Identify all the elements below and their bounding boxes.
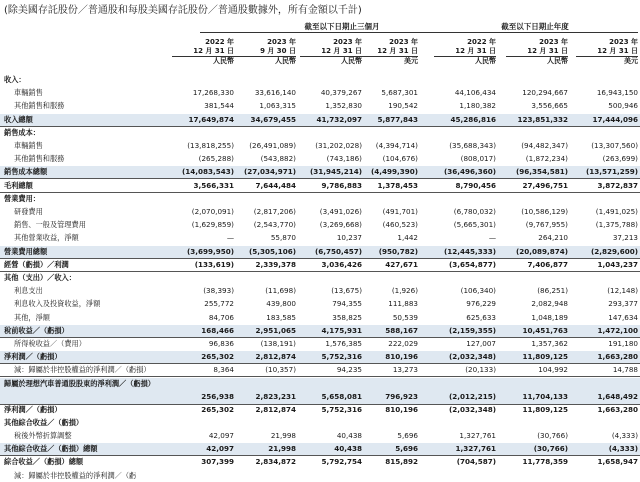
row-label: 減：歸屬於非控股權益的淨利潤／（虧 — [14, 470, 137, 480]
row-value: 41,732,097 — [316, 114, 362, 124]
row-value: 307,399 — [201, 457, 234, 467]
row-value: 358,825 — [332, 312, 362, 322]
row-value: 7,406,877 — [527, 259, 568, 269]
row-value: 84,706 — [208, 312, 234, 322]
column-header — [300, 38, 362, 66]
row-value: 10,451,763 — [522, 325, 568, 335]
row-value: 439,800 — [266, 299, 296, 309]
row-value: (14,083,543) — [181, 167, 234, 177]
row-value: (10,586,129) — [521, 207, 568, 216]
table-row — [0, 259, 640, 272]
row-value: 1,442 — [397, 233, 418, 243]
row-value: 120,294,667 — [522, 88, 568, 98]
row-value: 2,834,872 — [255, 457, 296, 467]
row-value: 127,007 — [466, 339, 496, 348]
row-value: 5,752,316 — [321, 352, 362, 362]
row-value: (6,780,032) — [453, 207, 496, 216]
row-value: (2,070,091) — [191, 207, 234, 216]
row-value: 796,923 — [385, 391, 418, 401]
row-value: (265,288) — [198, 154, 234, 164]
column-header-date: 2023 年 — [389, 38, 418, 46]
column-header-currency: 人民幣 — [234, 56, 296, 66]
row-value: (2,829,600) — [590, 246, 638, 256]
row-label: 其他銷售和服務 — [14, 101, 65, 111]
row-label: 其他銷售和服務 — [14, 154, 65, 164]
row-value: 190,542 — [388, 101, 418, 111]
row-value: 183,585 — [266, 312, 296, 322]
row-value: (38,393) — [203, 286, 234, 296]
column-header-date2: 12 月 31 日 — [455, 46, 496, 55]
row-value: 55,870 — [270, 233, 296, 243]
row-value: 13,273 — [392, 365, 418, 375]
table-row — [0, 219, 640, 231]
column-header-currency: 美元 — [576, 56, 638, 66]
row-value: (1,375,788) — [595, 220, 638, 230]
row-value: 147,634 — [608, 312, 638, 322]
row-label: 利息收入及投資收益，淨額 — [14, 299, 101, 309]
row-value: 37,213 — [612, 233, 638, 243]
column-header-currency: 人民幣 — [172, 56, 234, 66]
table-row — [0, 166, 640, 179]
row-value: 34,679,455 — [250, 114, 296, 124]
table-caption: (除美國存託股份／普通股和每股美國存託股份／普通股數據外，所有金額以千計) — [4, 5, 362, 16]
row-value: 11,809,125 — [522, 404, 568, 414]
row-label: 收入總額 — [4, 114, 33, 124]
row-value: 588,167 — [385, 325, 418, 335]
row-value: 5,687,301 — [381, 88, 418, 98]
row-value: (138,191) — [260, 339, 296, 348]
row-value: 1,357,362 — [531, 339, 568, 348]
row-value: (4,333) — [608, 444, 638, 454]
row-label: 銷售成本： — [4, 127, 40, 137]
row-value: 1,327,761 — [459, 431, 496, 440]
row-value: (3,654,877) — [448, 259, 496, 269]
column-header-currency: 美元 — [356, 56, 418, 66]
row-value: (27,034,971) — [243, 167, 296, 177]
row-value: (13,307,560) — [591, 141, 638, 150]
row-value: 44,106,434 — [454, 88, 496, 98]
row-value: 8,790,456 — [455, 180, 496, 190]
table-row — [0, 100, 640, 112]
row-value: (1,872,234) — [525, 154, 568, 164]
row-value: (3,699,950) — [186, 246, 234, 256]
row-value: 3,556,665 — [531, 101, 568, 111]
row-value: 1,043,237 — [597, 259, 638, 269]
row-value: (460,523) — [382, 220, 418, 230]
row-value: 293,377 — [608, 299, 638, 309]
table-row — [0, 298, 640, 310]
table-row — [0, 193, 640, 205]
table-row — [0, 404, 640, 416]
row-value: (10,357) — [265, 365, 296, 375]
row-value: 1,378,453 — [377, 180, 418, 190]
row-value: (94,482,347) — [521, 141, 568, 150]
row-label: 研發費用 — [14, 207, 43, 216]
row-value: (2,817,206) — [253, 207, 296, 216]
row-value: (20,133) — [465, 365, 496, 375]
row-value: 1,472,100 — [597, 325, 638, 335]
row-value: 1,063,315 — [259, 101, 296, 111]
column-header-date2: 9 月 30 日 — [260, 46, 296, 55]
row-value: (6,750,457) — [314, 246, 362, 256]
row-value: 17,444,096 — [592, 114, 638, 124]
row-value: (31,202,028) — [315, 141, 362, 150]
row-value: 5,696 — [395, 444, 418, 454]
row-value: 264,210 — [538, 233, 568, 243]
row-label: 毛利總額 — [4, 180, 33, 190]
row-value: 123,851,332 — [517, 114, 568, 124]
row-value: (2,543,770) — [253, 220, 296, 230]
table-row — [0, 272, 640, 284]
row-value: 40,379,267 — [320, 88, 362, 98]
row-value: (4,394,714) — [375, 141, 418, 150]
row-value: 42,097 — [206, 444, 234, 454]
row-value: 40,438 — [334, 444, 362, 454]
row-value: (2,032,348) — [448, 352, 496, 362]
column-header-date2: 12 月 31 日 — [377, 46, 418, 55]
column-header-currency: 人民幣 — [506, 56, 568, 66]
table-row — [0, 456, 640, 468]
row-value: — — [488, 233, 496, 243]
row-value: (35,688,343) — [449, 141, 496, 150]
row-value: 1,663,280 — [597, 352, 638, 362]
row-value: 2,812,874 — [255, 404, 296, 414]
table-row — [0, 153, 640, 165]
row-value: 265,302 — [201, 404, 234, 414]
row-value: 625,633 — [466, 312, 496, 322]
column-header-currency: 人民幣 — [300, 56, 362, 66]
row-value: 1,327,761 — [455, 444, 496, 454]
column-header-date: 2022 年 — [205, 38, 234, 46]
row-value: 3,566,331 — [193, 180, 234, 190]
row-value: 191,180 — [608, 339, 638, 348]
row-value: 381,544 — [204, 101, 234, 111]
row-value: 810,196 — [385, 352, 418, 362]
row-value: 2,951,065 — [255, 325, 296, 335]
column-header-date: 2022 年 — [467, 38, 496, 46]
row-value: (2,032,348) — [448, 404, 496, 414]
table-row — [0, 470, 640, 482]
row-value: (263,699) — [602, 154, 638, 164]
group-header-three-months: 截至以下日期止三個月 — [200, 21, 484, 33]
row-value: (13,571,259) — [585, 167, 638, 177]
group-header-year: 截至以下日期止年度 — [432, 21, 638, 33]
column-header-currency: 人民幣 — [434, 56, 496, 66]
table-row — [0, 364, 640, 377]
row-value: 265,302 — [201, 352, 234, 362]
row-value: 2,339,378 — [255, 259, 296, 269]
row-value: (5,305,106) — [248, 246, 296, 256]
row-value: 17,649,874 — [188, 114, 234, 124]
row-value: (743,186) — [326, 154, 362, 164]
column-header-date2: 12 月 31 日 — [321, 46, 362, 55]
row-value: (3,491,026) — [319, 207, 362, 216]
row-value: 104,992 — [538, 365, 568, 375]
row-value: 1,663,280 — [597, 404, 638, 414]
row-value: 8,364 — [213, 365, 234, 375]
column-header-date2: 12 月 31 日 — [527, 46, 568, 55]
row-value: 500,946 — [608, 101, 638, 111]
row-value: 9,786,883 — [321, 180, 362, 190]
row-label: 其他綜合收益／（虧損）總額 — [4, 444, 98, 454]
row-value: 3,872,837 — [597, 180, 638, 190]
row-value: 1,648,492 — [597, 391, 638, 401]
row-value: (1,926) — [391, 286, 418, 296]
row-label: 稅前收益／（虧損） — [4, 325, 69, 335]
column-header — [434, 38, 496, 66]
table-row — [0, 127, 640, 139]
row-label: 收入： — [4, 75, 26, 84]
table-row — [0, 351, 640, 364]
row-value: 40,438 — [336, 431, 362, 440]
row-label: 稅後外幣折算調整 — [14, 431, 72, 440]
row-label: 營業費用： — [4, 193, 40, 203]
row-value: (133,619) — [194, 259, 234, 269]
row-value: 2,812,874 — [255, 352, 296, 362]
column-header-date: 2023 年 — [539, 38, 568, 46]
row-value: (704,587) — [456, 457, 496, 467]
row-label: 其他，淨額 — [14, 312, 50, 322]
row-value: 11,704,133 — [522, 391, 568, 401]
row-value: 1,658,947 — [597, 457, 638, 467]
table-row — [0, 443, 640, 456]
row-label: 銷售、一般及管理費用 — [14, 220, 86, 230]
row-value: (30,766) — [533, 444, 568, 454]
row-value: (104,676) — [382, 154, 418, 164]
row-label: 減：歸屬於非控股權益的淨利潤／（虧損） — [14, 365, 151, 375]
row-value: 255,772 — [204, 299, 234, 309]
row-value: 1,352,830 — [325, 101, 362, 111]
table-row — [0, 338, 640, 350]
row-value: 5,696 — [397, 431, 418, 440]
row-value: 14,788 — [612, 365, 638, 375]
row-value: 1,576,385 — [325, 339, 362, 348]
row-value: (491,701) — [382, 207, 418, 216]
row-value: (31,945,214) — [309, 167, 362, 177]
row-label: 營業費用總額 — [4, 246, 48, 256]
row-value: 1,180,382 — [459, 101, 496, 111]
row-value: (13,675) — [331, 286, 362, 296]
row-label: 歸屬於理想汽車普通股股東的淨利潤／（虧損） — [4, 378, 155, 388]
row-label: 銷售成本總額 — [4, 167, 48, 177]
row-label: 利息支出 — [14, 286, 43, 296]
table-row — [0, 114, 640, 127]
row-value: 5,877,843 — [377, 114, 418, 124]
column-header-date2: 12 月 31 日 — [597, 46, 638, 55]
row-value: 256,938 — [201, 391, 234, 401]
column-header — [172, 38, 234, 66]
row-value: 5,792,754 — [321, 457, 362, 467]
row-value: (543,882) — [260, 154, 296, 164]
table-row — [0, 285, 640, 297]
row-value: 815,892 — [385, 457, 418, 467]
row-value: 10,237 — [336, 233, 362, 243]
row-value: (86,251) — [537, 286, 568, 296]
row-label: 車輛銷售 — [14, 88, 43, 98]
table-row — [0, 206, 640, 218]
table-row — [0, 325, 640, 338]
table-row — [0, 417, 640, 429]
row-value: 2,082,948 — [531, 299, 568, 309]
row-label: 經營（虧損）／利潤 — [4, 259, 69, 269]
column-header — [576, 38, 638, 66]
row-value: (2,159,355) — [448, 325, 496, 335]
row-value: (20,089,874) — [515, 246, 568, 256]
row-label: 其他營業收益，淨額 — [14, 233, 79, 243]
column-header-date: 2023 年 — [333, 38, 362, 46]
row-value: 4,175,931 — [321, 325, 362, 335]
row-value: (1,491,025) — [595, 207, 638, 216]
table-row — [0, 430, 640, 442]
row-value: 794,355 — [332, 299, 362, 309]
row-value: (36,496,360) — [443, 167, 496, 177]
row-label: 車輛銷售 — [14, 141, 43, 150]
row-value: 427,671 — [385, 259, 418, 269]
row-value: 5,752,316 — [321, 404, 362, 414]
row-value: 11,809,125 — [522, 352, 568, 362]
row-value: 976,229 — [466, 299, 496, 309]
column-header-date2: 12 月 31 日 — [193, 46, 234, 55]
row-value: 11,778,359 — [522, 457, 568, 467]
table-row — [0, 232, 640, 244]
row-value: 42,097 — [208, 431, 234, 440]
row-value: (106,340) — [460, 286, 496, 296]
row-value: (26,491,089) — [249, 141, 296, 150]
table-row — [0, 378, 640, 405]
row-value: 21,998 — [268, 444, 296, 454]
column-header — [234, 38, 296, 66]
row-value: (808,017) — [460, 154, 496, 164]
row-value: 45,286,816 — [450, 114, 496, 124]
row-value: 50,539 — [392, 312, 418, 322]
table-row — [0, 180, 640, 193]
row-value: (12,148) — [607, 286, 638, 296]
row-value: (3,269,668) — [319, 220, 362, 230]
row-value: (1,629,859) — [191, 220, 234, 230]
row-value: (9,767,955) — [525, 220, 568, 230]
row-value: 21,998 — [270, 431, 296, 440]
row-value: 222,029 — [388, 339, 418, 348]
column-header-date: 2023 年 — [609, 38, 638, 46]
row-value: 810,196 — [385, 404, 418, 414]
row-value: 17,268,330 — [192, 88, 234, 98]
row-value: (12,445,333) — [443, 246, 496, 256]
row-label: 其他（支出）／收入： — [4, 273, 76, 282]
row-value: 33,616,140 — [254, 88, 296, 98]
row-value: (11,698) — [265, 286, 296, 296]
row-value: (2,012,215) — [448, 391, 496, 401]
row-value: — — [226, 233, 234, 243]
row-value: (13,818,255) — [187, 141, 234, 150]
row-value: 16,943,150 — [596, 88, 638, 98]
row-value: 2,823,231 — [255, 391, 296, 401]
row-label: 綜合收益／（虧損）總額 — [4, 457, 84, 467]
row-value: (5,665,301) — [453, 220, 496, 230]
table-row — [0, 140, 640, 152]
table-row — [0, 312, 640, 324]
row-value: 111,883 — [388, 299, 418, 309]
row-value: 96,836 — [208, 339, 234, 348]
row-value: (96,354,581) — [515, 167, 568, 177]
table-row — [0, 74, 640, 86]
column-header-date: 2023 年 — [267, 38, 296, 46]
table-row — [0, 87, 640, 99]
row-label: 所得稅收益／（費用） — [14, 339, 86, 348]
row-value: 3,036,426 — [321, 259, 362, 269]
table-row — [0, 246, 640, 259]
row-value: 5,658,081 — [321, 391, 362, 401]
row-value: 27,496,751 — [522, 180, 568, 190]
row-value: (30,766) — [537, 431, 568, 440]
row-value: (4,333) — [611, 431, 638, 440]
row-value: (4,499,390) — [370, 167, 418, 177]
column-header — [356, 38, 418, 66]
row-value: 168,466 — [201, 325, 234, 335]
row-value: 7,644,484 — [255, 180, 296, 190]
column-header — [506, 38, 568, 66]
row-value: (950,782) — [378, 246, 418, 256]
row-label: 淨利潤／（虧損） — [4, 404, 62, 414]
row-label: 其他綜合收益／（虧損） — [4, 417, 84, 427]
row-value: 1,048,189 — [531, 312, 568, 322]
row-label: 淨利潤／（虧損） — [4, 352, 62, 362]
row-value: 94,235 — [336, 365, 362, 375]
